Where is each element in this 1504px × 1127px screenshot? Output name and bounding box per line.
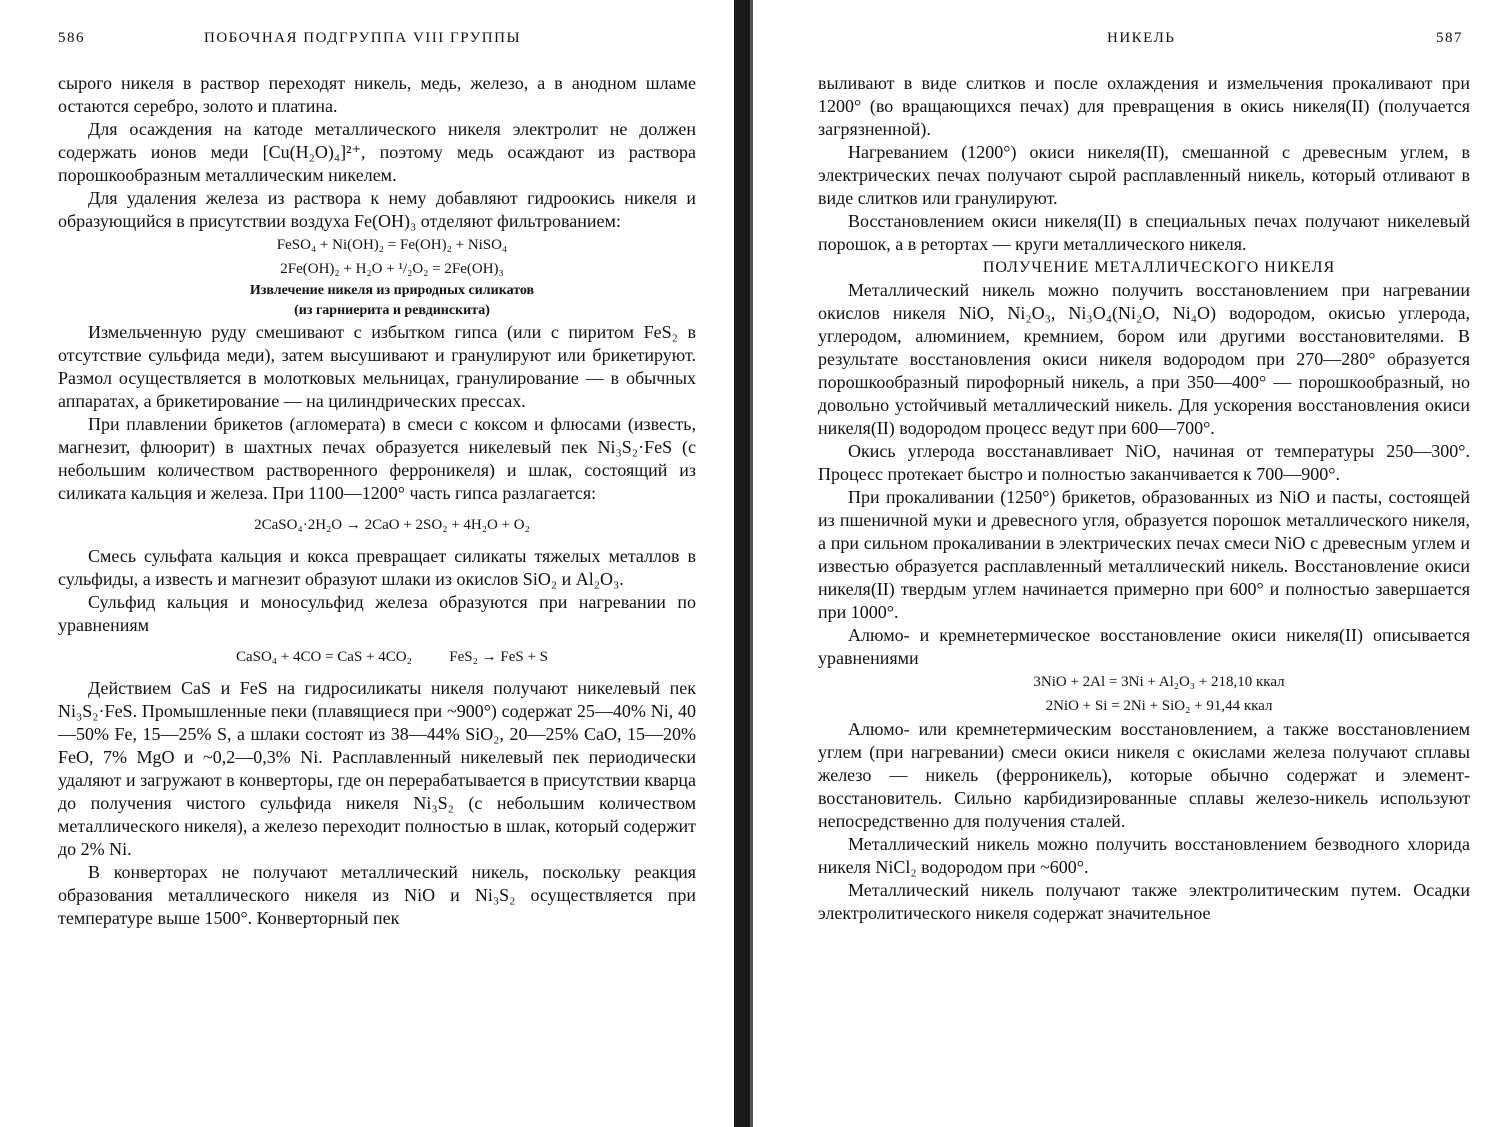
paragraph: Алюмо- и кремнетермическое восстановление окиси никеля(II) описывается уравнениями	[818, 625, 1470, 668]
paragraph: Алюмо- или кремнетермическим восстановлением, а также восстановлением углем (при нагревании) смеси окиси никеля с окислами железа получают сплавы железо — никель (ферроникель), которые обычно содержат и элемент-восстановитель. Сильно карбидизированные сплавы железо-никель используют непосредственно для получения сталей.	[818, 719, 1470, 831]
paragraph: При плавлении брикетов (агломерата) в смеси с коксом и флюсами (известь, магнезит, флюорит) в шахтных печах образуется никелевый пек Ni₃S₂·FeS (с небольшим количеством растворенного ферроникеля) и шлак, состоящий из силиката кальция и железа. При 1100—1200° часть гипса разлагается:	[58, 414, 696, 503]
section-heading: ПОЛУЧЕНИЕ МЕТАЛЛИЧЕСКОГО НИКЕЛЯ	[982, 259, 1336, 276]
running-head: ПОБОЧНАЯ ПОДГРУППА VIII ГРУППЫ	[204, 30, 522, 46]
left-body	[58, 72, 696, 930]
right-page	[752, 0, 1504, 1127]
paragraph: сырого никеля в раствор переходят никель, медь, железо, а в анодном шламе остаются серебро, золото и платина.	[58, 73, 696, 116]
formula: 3NiO + 2Al = 3Ni + Al₂O₃ + 218,10 ккал	[1033, 674, 1285, 690]
paragraph: Окись углерода восстанавливает NiO, начиная от температуры 250—300°. Процесс протекает быстро и полностью заканчивается к 700—900°.	[818, 441, 1470, 484]
paragraph: Смесь сульфата кальция и кокса превращает силикаты тяжелых металлов в сульфиды, а известь и магнезит образуют шлаки из окислов SiO₂ и Al₂O₃.	[58, 546, 696, 589]
left-page	[0, 0, 736, 1127]
subsection-heading: Извлечение никеля из природных силикатов	[249, 283, 535, 298]
paragraph: Для осаждения на катоде металлического никеля электролит не должен содержать ионов меди [Cu(H₂O)₄]²⁺, поэтому медь осаждают из раствора порошкообразным металлическим никелем.	[58, 119, 696, 185]
formula: FeSO₄ + Ni(OH)₂ = Fe(OH)₂ + NiSO₄	[276, 237, 508, 253]
formula: 2NiO + Si = 2Ni + SiO₂ + 91,44 ккал	[1045, 698, 1273, 714]
book-spine	[734, 0, 750, 1127]
paragraph: Металлический никель получают также электролитическим путем. Осадки электролитического никеля содержат значительное	[818, 880, 1470, 923]
paragraph: При прокаливании (1250°) брикетов, образованных из NiO и пасты, состоящей из пшеничной муки и древесного угля, образуется порошок металлического никеля, а при сильном прокаливании в электрических печах смеси NiO с древесным углем и известью образуется расплавленный металлический никель. Восстановление окиси никеля(II) твердым углем начинается примерно при 600° и полностью завершается при 1000°.	[818, 487, 1470, 622]
paragraph: выливают в виде слитков и после охлаждения и измельчения прокаливают при 1200° (во вращающихся печах) для превращения в окись никеля(II) (получается загрязненной).	[818, 73, 1470, 139]
running-head: НИКЕЛЬ	[1107, 30, 1176, 46]
page-number: 587	[1436, 30, 1463, 46]
page-number: 586	[58, 30, 85, 46]
paragraph: Нагреванием (1200°) окиси никеля(II), смешанной с древесным углем, в электрических печах получают сырой расплавленный никель, который отливают в виде слитков или гранулируют.	[818, 142, 1470, 208]
subsection-heading-2: (из гарниерита и ревдинскита)	[294, 303, 490, 318]
paragraph: Сульфид кальция и моносульфид железа образуются при нагревании по уравнениям	[58, 592, 696, 635]
paragraph: Восстановлением окиси никеля(II) в специальных печах получают никелевый порошок, а в ретортах — круги металлического никеля.	[818, 211, 1470, 254]
paragraph: Металлический никель можно получить восстановлением безводного хлорида никеля NiCl₂ водородом при ~600°.	[818, 834, 1470, 877]
paragraph: Действием CaS и FeS на гидросиликаты никеля получают никелевый пек Ni₃S₂·FeS. Промышленные пеки (плавящиеся при ~900°) содержат 25—40% Ni, 40—50% Fe, 15—25% S, а шлаки состоят из 38—44% SiO₂, 20—25% CaO, 15—20% FeO, 7% MgO и ~0,2—0,3% Ni. Расплавленный никелевый пек периодически удаляют и загружают в конверторы, где он перерабатывается в присутствии кварца до получения чистого сульфида никеля Ni₃S₂ (с небольшим количеством металлического никеля), а железо переходит полностью в шлак, который содержит до 2% Ni.	[58, 678, 696, 859]
paragraph: В конверторах не получают металлический никель, поскольку реакция образования металлического никеля из NiO и Ni₃S₂ осуществляется при температуре выше 1500°. Конверторный пек	[58, 862, 696, 928]
formula: 2CaSO₄·2H₂O → 2CaO + 2SO₂ + 4H₂O + O₂	[254, 517, 530, 533]
formula: CaSO₄ + 4CO = CaS + 4CO₂ FeS₂ → FeS + S	[235, 649, 549, 665]
paragraph: Для удаления железа из раствора к нему добавляют гидроокись никеля и образующийся в присутствии воздуха Fe(OH)₃ отделяют фильтрованием:	[58, 188, 696, 231]
paragraph: Металлический никель можно получить восстановлением при нагревании окислов никеля NiO, Ni₂O₃, Ni₃O₄(Ni₂O, Ni₄O) водородом, окисью углерода, углеродом, алюминием, кремнием, бором или другими восстановителями. В результате восстановления окиси никеля водородом при 270—280° образуется порошкообразный пирофорный никель, а при 350—400° — порошкообразный, но довольно устойчивый металлический никель. Для ускорения восстановления окиси никеля(II) водородом процесс ведут при 600—700°.	[818, 280, 1470, 438]
right-body	[818, 72, 1470, 925]
paragraph: Измельченную руду смешивают с избытком гипса (или с пиритом FeS₂ в отсутствие сульфида меди), затем высушивают и гранулируют или брикетируют. Размол осуществляется в молотковых мельницах, гранулирование — в обычных аппаратах, а брикетирование — на цилиндрических прессах.	[58, 322, 696, 411]
formula: 2Fe(OH)₂ + H₂O + ¹/₂O₂ = 2Fe(OH)₃	[280, 261, 504, 277]
